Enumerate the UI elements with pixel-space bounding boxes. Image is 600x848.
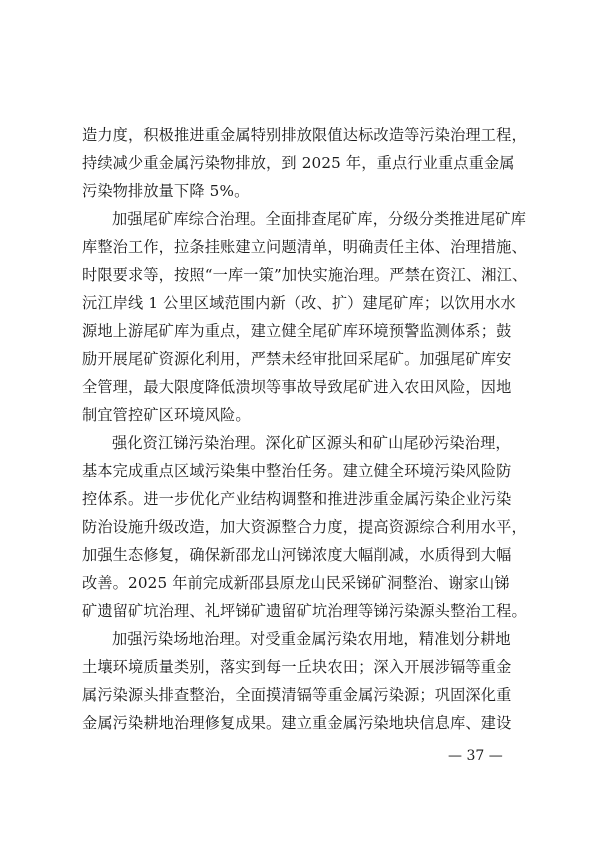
text-line: 基本完成重点区域污染集中整治任务。建立健全环境污染风险防 [82,462,512,480]
text-line: 加强尾矿库综合治理。全面排查尾矿库，分级分类推进尾矿库 [112,210,527,228]
paragraph-4 [82,625,528,737]
document-body [82,121,528,737]
text-line: 防治设施升级改造，加大资源整合力度，提高资源综合利用水平， [82,518,527,536]
text-line: 制宜管控矿区环境风险。 [82,406,251,424]
paragraph-3 [82,429,528,625]
paragraph-2 [82,205,528,429]
text-line: 源地上游尾矿库为重点，建立健全尾矿库环境预警监测体系；鼓 [82,322,512,340]
text-line: 控体系。进一步优化产业结构调整和推进涉重金属污染企业污染 [82,490,512,508]
paragraph-1 [82,121,528,205]
text-line: 持续减少重金属污染物排放，到 2025 年，重点行业重点重金属 [82,154,515,172]
text-line: 库整治工作，拉条挂账建立问题清单，明确责任主体、治理措施、 [82,238,527,256]
text-line: 励开展尾矿资源化利用，严禁未经审批回采尾矿。加强尾矿库安 [82,350,512,368]
text-line: 造力度，积极推进重金属特别排放限值达标改造等污染治理工程， [82,126,527,144]
text-line: 矿遗留矿坑治理、礼坪锑矿遗留矿坑治理等锑污染源头整治工程。 [82,602,527,620]
text-line: 加强污染场地治理。对受重金属污染农用地，精准划分耕地 [112,630,511,648]
text-line: 时限要求等，按照“一库一策”加快实施治理。严禁在资江、湘江、 [82,266,528,284]
page-number: — 37 — [448,748,503,764]
text-line: 沅江岸线 1 公里区域范围内新（改、扩）建尾矿库；以饮用水水 [82,294,516,312]
text-line: 土壤环境质量类别，落实到每一丘块农田；深入开展涉镉等重金 [82,658,512,676]
text-line: 属污染源头排查整治，全面摸清镉等重金属污染源；巩固深化重 [82,686,512,704]
text-line: 强化资江锑污染治理。深化矿区源头和矿山尾砂污染治理， [112,434,511,452]
text-line: 改善。2025 年前完成新邵县原龙山民采锑矿洞整治、谢家山锑 [82,574,510,592]
text-line: 污染物排放量下降 5%。 [82,182,250,200]
text-line: 加强生态修复，确保新邵龙山河锑浓度大幅削减，水质得到大幅 [82,546,512,564]
text-line: 全管理，最大限度降低溃坝等事故导致尾矿进入农田风险，因地 [82,378,512,396]
text-line: 金属污染耕地治理修复成果。建立重金属污染地块信息库、建设 [82,714,512,732]
